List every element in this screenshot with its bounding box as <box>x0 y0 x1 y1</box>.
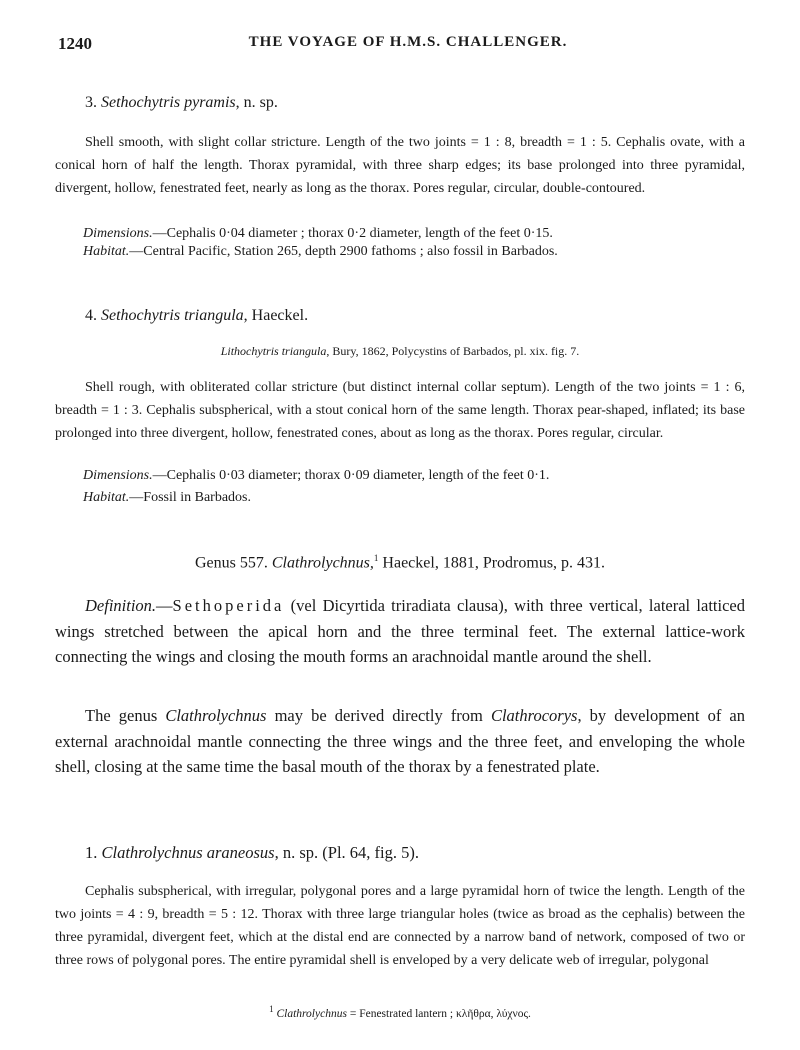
species-4-description: Shell rough, with obliterated collar stricture (but distinct internal collar septum). Length of the two joints = 1 : 6, breadth = 1 : 3. Cephalis subspherical, with a stout conical horn of the same length. Thorax pear-shaped, inflated; its base prolonged into three divergent, hollow, fenestrated cones, about as long as the thorax. Pores regular, circular. <box>55 380 745 441</box>
species-3-heading: 3. Sethochytris pyramis, n. sp. <box>85 94 278 111</box>
running-title: THE VOYAGE OF H.M.S. CHALLENGER. <box>248 34 568 50</box>
species-4-name: Sethochytris triangula <box>101 307 244 324</box>
species-3-description: Shell smooth, with slight collar stricture. Length of the two joints = 1 : 8, breadth = 1 : 5. Cephalis ovate, with a conical horn of half the length. Thorax pyramidal, with three sharp edges; its base prolonged into three pyramidal, divergent, hollow, fenestrated feet, nearly as long as the thorax. Pores regular, circular, double-contoured. <box>55 135 745 196</box>
footnote: $^1$ Clathrolychnus = Fenestrated lantern ; κλῆθρα, λύχνος. <box>269 1004 531 1020</box>
species-1-heading: 1. Clathrolychnus araneosus, n. sp. (Pl. 64, fig. 5). <box>85 843 419 862</box>
species-4-synonym: Lithochytris triangula, Bury, 1862, Polycystins of Barbados, pl. xix. fig. 7. <box>220 344 580 358</box>
genus-heading: Genus 557. Clathrolychnus,$^1$ Haeckel, 1881, Prodromus, p. 431. <box>194 553 606 572</box>
species-3-dimensions: Dimensions.—Cephalis 0·04 diameter ; thorax 0·2 diameter, length of the feet 0·15. <box>83 226 553 241</box>
species-3-habitat: Habitat.—Central Pacific, Station 265, depth 2900 fathoms ; also fossil in Barbados. <box>83 244 558 259</box>
genus-name: Clathrolychnus, <box>271 554 374 572</box>
page-number: 1240 <box>58 34 92 53</box>
species-1-description: Cephalis subspherical, with irregular, polygonal pores and a large pyramidal horn of twice the length. Length of the two joints = 4 : 9, breadth = 5 : 12. Thorax with three large triangular holes (twice as broad as the cephalis) between the three pyramidal, divergent feet, which at the distal end are connected by a narrow band of network, composed of two or three rows of polygonal pores. The entire pyramidal shell is enveloped by a very delicate web of irregular, polygonal <box>55 884 745 968</box>
page-header <box>58 34 758 56</box>
species-4-habitat: Habitat.—Fossil in Barbados. <box>83 490 252 505</box>
species-4-heading: 4. Sethochytris triangula, Haeckel. <box>85 307 309 324</box>
genus-derivation: The genus Clathrolychnus may be derived directly from Clathrocorys, by development of an external arachnoidal mantle connecting the three wings and the three feet, and enveloping the whole shell, closing at the same time the basal mouth of the thorax by a fenestrated plate. <box>55 706 745 776</box>
species-4-dimensions: Dimensions.—Cephalis 0·03 diameter; thorax 0·09 diameter, length of the feet 0·1. <box>83 468 550 483</box>
genus-definition: Definition.—Sethoperida (vel Dicyrtida triradiata clausa), with three vertical, lateral latticed wings stretched between the apical horn and the three terminal feet. The external lattice-work connecting the wings and closing the mouth forms an arachnoidal mantle around the shell. <box>55 596 745 666</box>
species-1-name: Clathrolychnus araneosus <box>101 843 275 862</box>
species-3-name: Sethochytris pyramis <box>101 94 236 111</box>
